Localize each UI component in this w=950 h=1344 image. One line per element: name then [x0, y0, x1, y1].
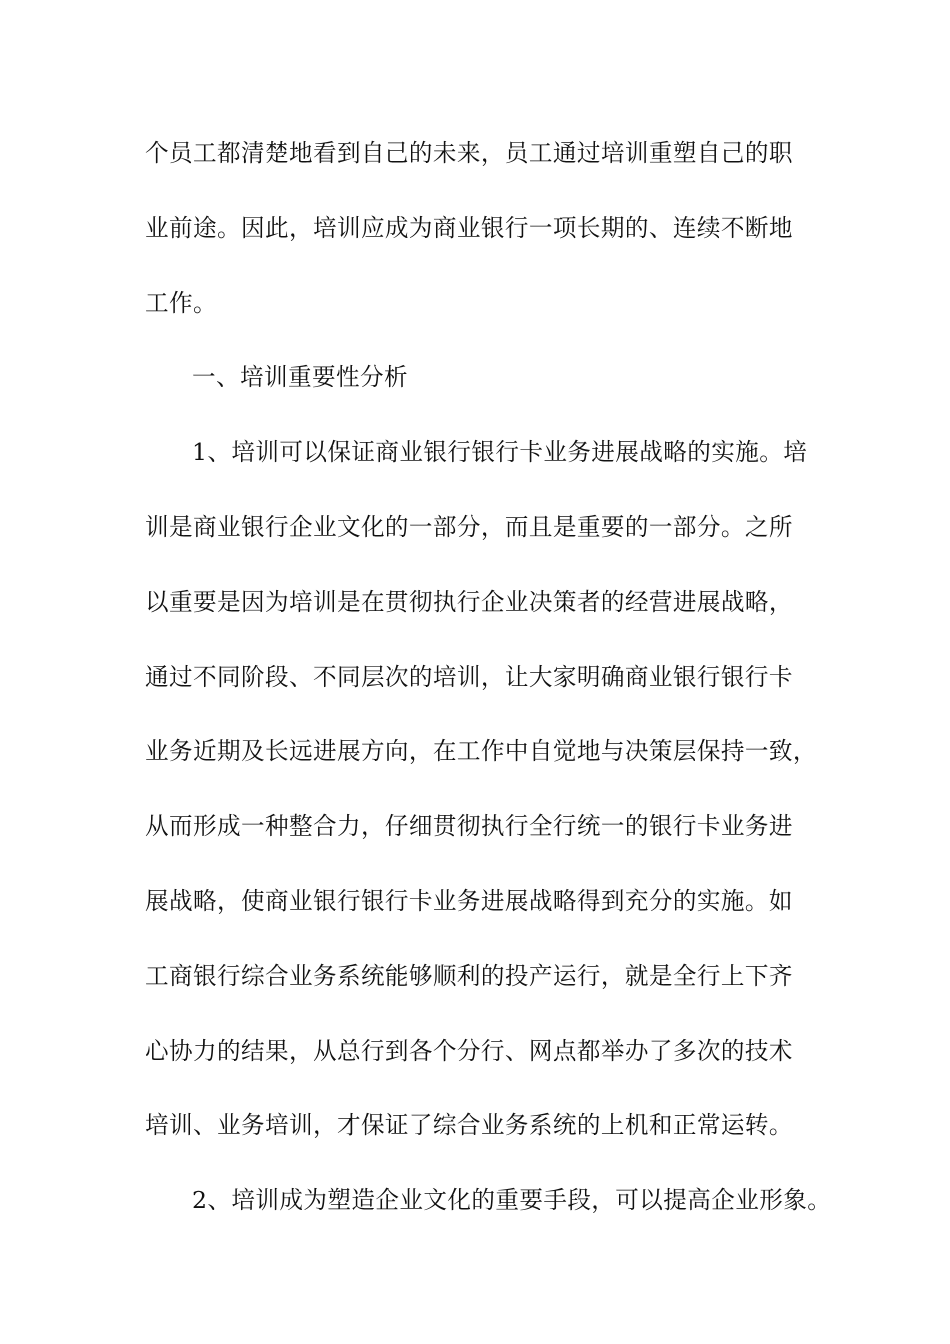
text-line: 以重要是因为培训是在贯彻执行企业决策者的经营进展战略，: [145, 587, 793, 616]
text-line: 业前途。因此，培训应成为商业银行一项长期的、连续不断地: [145, 213, 793, 242]
text-line: 训是商业银行企业文化的一部分，而且是重要的一部分。之所: [145, 512, 793, 541]
text-line: 展战略，使商业银行银行卡业务进展战略得到充分的实施。如: [145, 886, 793, 915]
section-heading: 一、培训重要性分析: [192, 363, 408, 392]
text-line: 业务近期及长远进展方向，在工作中自觉地与决策层保持一致，: [145, 737, 817, 766]
text-line: 心协力的结果，从总行到各个分行、网点都举办了多次的技术: [145, 1036, 793, 1065]
text-line: 通过不同阶段、不同层次的培训，让大家明确商业银行银行卡: [145, 662, 793, 691]
text-line: 工商银行综合业务系统能够顺利的投产运行，就是全行上下齐: [145, 961, 793, 990]
text-line: 工作。: [145, 288, 217, 317]
text-line: 1、培训可以保证商业银行银行卡业务进展战略的实施。培: [192, 438, 808, 467]
text-line: 从而形成一种整合力，仔细贯彻执行全行统一的银行卡业务进: [145, 812, 793, 841]
text-line: 2、培训成为塑造企业文化的重要手段，可以提高企业形象。: [192, 1186, 832, 1215]
text-line: 个员工都清楚地看到自己的未来，员工通过培训重塑自己的职: [145, 139, 793, 167]
document-body: [145, 133, 835, 1255]
text-line: 培训、业务培训，才保证了综合业务系统的上机和正常运转。: [145, 1111, 793, 1140]
